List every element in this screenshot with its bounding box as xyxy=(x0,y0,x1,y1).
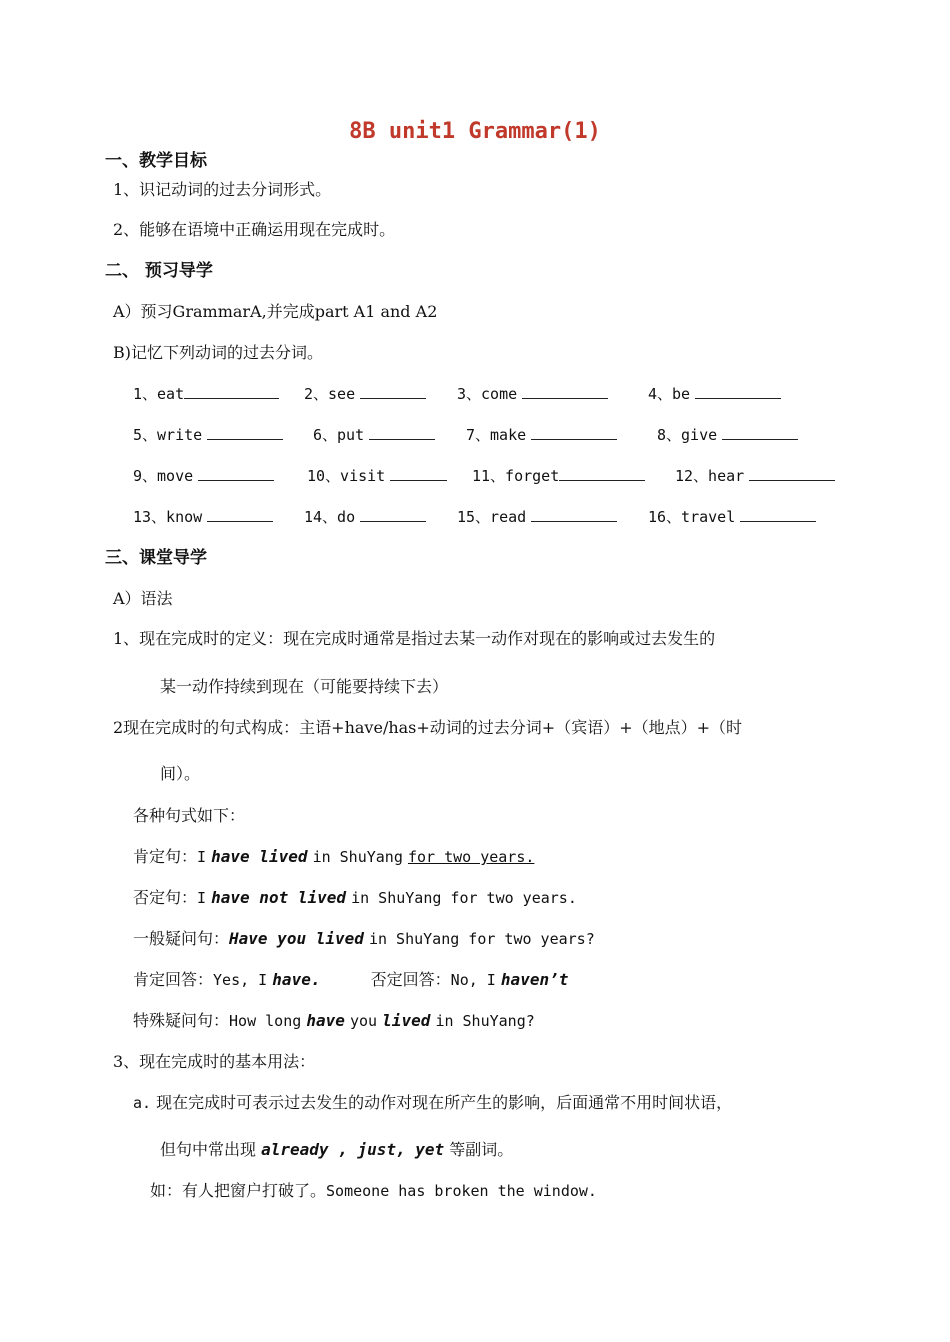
usage-a-line-2: 但句中常出现 already , just, yet 等副词。 xyxy=(160,1140,514,1159)
verb-item: 16、travel xyxy=(648,506,816,528)
general-question-example: 一般疑问句：Have you lived in ShuYang for two years? xyxy=(133,929,595,948)
answer-blank[interactable] xyxy=(522,383,608,399)
answer-blank[interactable] xyxy=(695,383,781,399)
answer-blank[interactable] xyxy=(360,383,426,399)
answer-blank[interactable] xyxy=(749,465,835,481)
objective-2: 2、能够在语境中正确运用现在完成时。 xyxy=(113,220,396,239)
structure-line-1: 2现在完成时的句式构成：主语+have/has+动词的过去分词+（宾语）+（地点）+（时 xyxy=(113,718,743,737)
verb-item: 11、forget xyxy=(472,465,645,487)
negative-example: 否定句：I have not lived in ShuYang for two years. xyxy=(133,888,577,907)
answer-blank[interactable] xyxy=(559,465,645,481)
verb-item: 10、visit xyxy=(307,465,447,487)
verb-item: 12、hear xyxy=(675,465,835,487)
verb-item: 15、read xyxy=(457,506,617,528)
verb-item: 14、do xyxy=(304,506,426,528)
verb-item: 8、give xyxy=(657,424,798,446)
verb-item: 2、see xyxy=(304,383,426,405)
answer-blank[interactable] xyxy=(207,506,273,522)
usage-a-line-1: a. 现在完成时可表示过去发生的动作对现在所产生的影响，后面通常不用时间状语， xyxy=(133,1093,733,1112)
verb-item: 3、come xyxy=(457,383,608,405)
answer-blank[interactable] xyxy=(390,465,447,481)
usage-a-example: 如：有人把窗户打破了。Someone has broken the window. xyxy=(150,1181,597,1200)
short-answers: 肯定回答：Yes, I have. 否定回答：No, I haven’t xyxy=(133,970,569,989)
answer-blank[interactable] xyxy=(369,424,435,440)
answer-blank[interactable] xyxy=(740,506,816,522)
answer-blank[interactable] xyxy=(531,424,617,440)
preview-task-a: A）预习GrammarA,并完成part A1 and A2 xyxy=(113,302,438,321)
verb-item: 9、move xyxy=(133,465,274,487)
answer-blank[interactable] xyxy=(360,506,426,522)
definition-line-2: 某一动作持续到现在（可能要持续下去） xyxy=(160,677,449,696)
section-3-heading: 三、课堂导学 xyxy=(105,548,207,568)
answer-blank[interactable] xyxy=(722,424,798,440)
answer-blank[interactable] xyxy=(207,424,283,440)
answer-blank[interactable] xyxy=(184,383,279,399)
verb-item: 4、be xyxy=(648,383,781,405)
preview-task-b: B)记忆下列动词的过去分词。 xyxy=(113,343,324,362)
verb-item: 1、eat xyxy=(133,383,279,405)
forms-intro: 各种句式如下： xyxy=(133,806,246,825)
affirmative-example: 肯定句：I have lived in ShuYang for two years. xyxy=(133,847,535,866)
verb-item: 5、write xyxy=(133,424,283,446)
definition-line-1: 1、现在完成时的定义：现在完成时通常是指过去某一动作对现在的影响或过去发生的 xyxy=(113,629,716,648)
structure-line-2: 间）。 xyxy=(160,764,201,783)
grammar-subheading: A）语法 xyxy=(113,589,173,608)
page-title: 8B unit1 Grammar(1) xyxy=(349,119,601,144)
answer-blank[interactable] xyxy=(198,465,274,481)
section-2-heading: 二、 预习导学 xyxy=(105,261,213,281)
section-1-heading: 一、教学目标 xyxy=(105,151,207,171)
verb-item: 7、make xyxy=(466,424,617,446)
verb-item: 13、know xyxy=(133,506,273,528)
answer-blank[interactable] xyxy=(531,506,617,522)
usage-heading: 3、现在完成时的基本用法： xyxy=(113,1052,316,1071)
verb-item: 6、put xyxy=(313,424,435,446)
objective-1: 1、识记动词的过去分词形式。 xyxy=(113,180,332,199)
special-question-example: 特殊疑问句：How long have you lived in ShuYang? xyxy=(133,1011,535,1030)
